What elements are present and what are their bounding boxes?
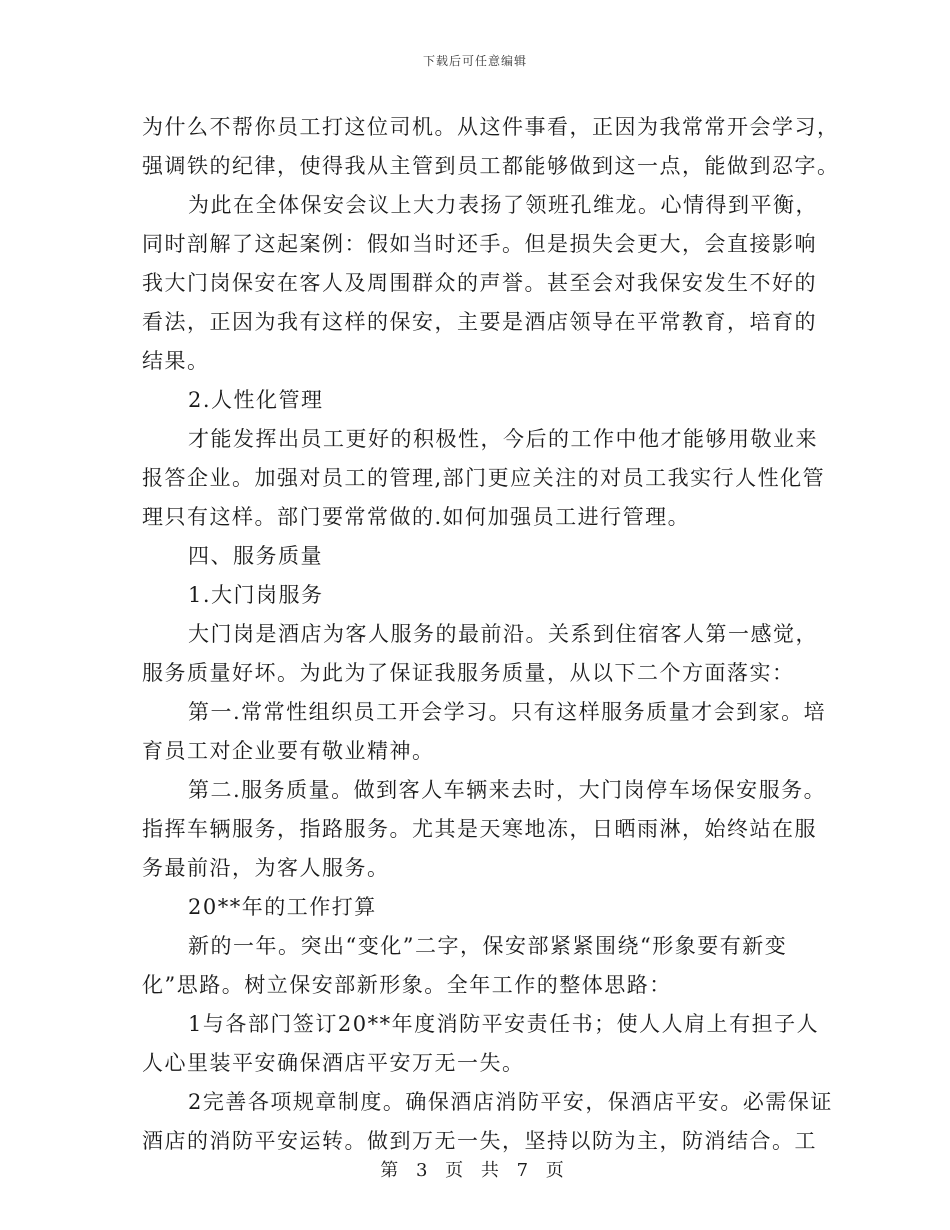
text-line: 为什么不帮你员工打这位司机。从这件事看，正因为我常常开会学习，	[142, 115, 840, 139]
section-heading: 20**年的工作打算	[188, 895, 377, 919]
text-line: 指挥车辆服务，指路服务。尤其是天寒地冻，日晒雨淋，始终站在服	[142, 817, 817, 841]
section-heading: 1.大门岗服务	[188, 583, 324, 607]
text-line: 新的一年。突出“变化”二字，保安部紧紧围绕“形象要有新变	[188, 934, 788, 958]
text-line: 服务质量好坏。为此为了保证我服务质量，从以下二个方面落实：	[142, 661, 795, 685]
text-line: 理只有这样。部门要常常做的.如何加强员工进行管理。	[142, 505, 691, 529]
text-line: 务最前沿，为客人服务。	[142, 856, 390, 880]
text-line: 大门岗是酒店为客人服务的最前沿。关系到住宿客人第一感觉，	[188, 622, 818, 646]
text-line: 第一.常常性组织员工开会学习。只有这样服务质量才会到家。培	[188, 700, 827, 724]
text-line: 化”思路。树立保安部新形象。全年工作的整体思路：	[142, 973, 672, 997]
page-footer: 第 3 页 共 7 页	[380, 1160, 570, 1181]
text-line: 结果。	[142, 349, 210, 373]
text-line: 育员工对企业要有敬业精神。	[142, 739, 435, 763]
text-line: 才能发挥出员工更好的积极性，今后的工作中他才能够用敬业来	[188, 427, 818, 451]
text-line: 强调铁的纪律，使得我从主管到员工都能够做到这一点，能做到忍字。	[142, 154, 840, 178]
text-line: 人心里装平安确保酒店平安万无一失。	[142, 1051, 525, 1075]
text-line: 我大门岗保安在客人及周围群众的声誉。甚至会对我保安发生不好的	[142, 271, 817, 295]
text-line: 第二.服务质量。做到客人车辆来去时，大门岗停车场保安服务。	[188, 778, 827, 802]
text-line: 酒店的消防平安运转。做到万无一失，坚持以防为主，防消结合。工	[142, 1129, 817, 1153]
section-heading: 四、服务质量	[188, 544, 323, 568]
text-line: 看法，正因为我有这样的保安，主要是酒店领导在平常教育，培育的	[142, 310, 817, 334]
text-line: 1与各部门签订20**年度消防平安责任书；使人人肩上有担子人	[188, 1012, 820, 1036]
text-line: 2完善各项规章制度。确保酒店消防平安，保酒店平安。必需保证	[188, 1090, 833, 1114]
text-line: 为此在全体保安会议上大力表扬了领班孔维龙。心情得到平衡，	[188, 193, 818, 217]
text-line: 同时剖解了这起案例：假如当时还手。但是损失会更大，会直接影响	[142, 232, 817, 256]
document-body	[142, 108, 840, 1161]
section-heading: 2.人性化管理	[188, 388, 324, 412]
page-header: 下载后可任意编辑	[422, 54, 527, 68]
text-line: 报答企业。加强对员工的管理,部门更应关注的对员工我实行人性化管	[142, 466, 826, 490]
